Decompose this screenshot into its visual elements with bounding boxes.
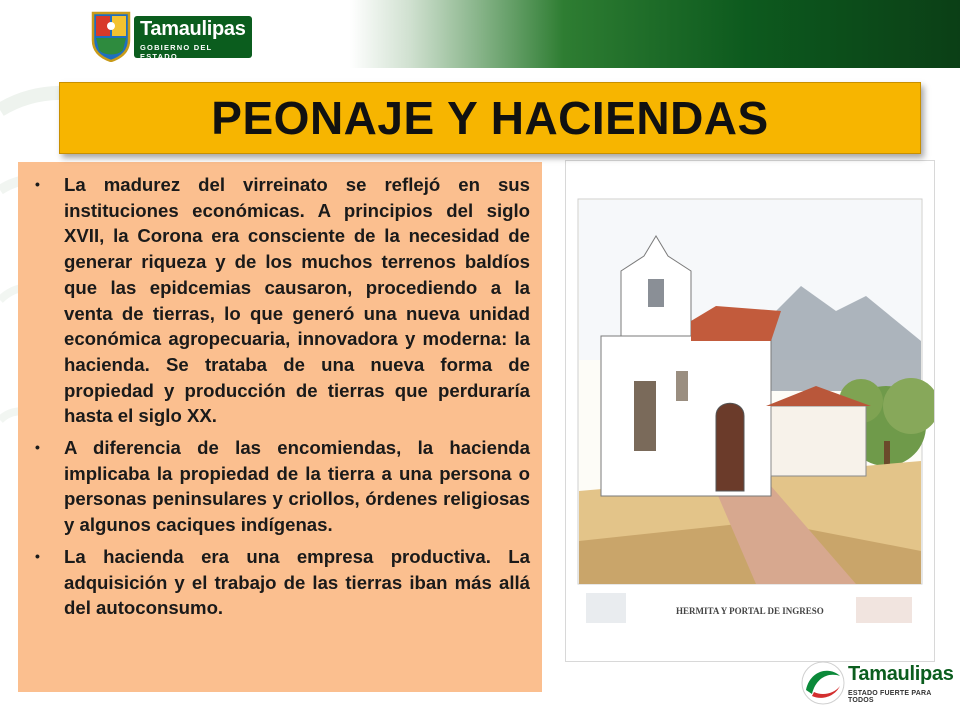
bullet-text: La madurez del virreinato se reflejó en sus instituciones económicas. A principios del siglo XVII, la Corona era consciente de la necesidad de generar riqueza y de los muchos terrenos baldíos que las epidcemias causaron, procediendo a la venta de tierras, lo que generó una nueva unidad económica agropecuaria, innovadora y moderna: la hacienda. Se trataba de una nueva forma de propiedad y producción de tierras que perduraría hasta el siglo XX. xyxy=(64,174,530,427)
hacienda-chapel-drawing xyxy=(566,161,934,661)
heritage-logo xyxy=(856,597,912,623)
hacienda-illustration xyxy=(565,160,935,662)
brand-badge xyxy=(134,16,252,61)
tamaulipas-government-logo xyxy=(90,10,260,62)
footer-brand-name: Tamaulipas xyxy=(848,663,954,685)
bullet-marker: • xyxy=(35,439,40,456)
tamaulipas-emblem-icon xyxy=(800,660,846,706)
institute-logo xyxy=(586,593,626,623)
content-text-panel xyxy=(18,162,542,692)
bullet-marker: • xyxy=(35,547,40,564)
bullet-text: La hacienda era una empresa productiva. La adquisición y el trabajo de las tierras iban más allá del autoconsumo. xyxy=(64,545,530,619)
slide-title-box xyxy=(59,82,921,154)
state-coat-of-arms-icon xyxy=(90,10,132,62)
bullet-item xyxy=(26,435,530,538)
tamaulipas-footer-logo xyxy=(800,660,952,710)
bullet-text: A diferencia de las encomiendas, la hacienda implicaba la propiedad de la tierra a una persona o personas peninsulares y criollos, órdenes religiosas y algunos caciques indígenas. xyxy=(64,437,530,536)
bullet-item xyxy=(26,172,530,429)
brand-subtitle: GOBIERNO DEL ESTADO xyxy=(140,43,213,61)
brand-name: Tamaulipas xyxy=(140,18,246,40)
bullet-list xyxy=(18,162,542,621)
slide-title: PEONAJE Y HACIENDAS xyxy=(211,92,769,144)
header-gradient-band xyxy=(350,0,960,68)
bullet-marker: • xyxy=(35,176,40,192)
bullet-item xyxy=(26,544,530,621)
footer-slogan: ESTADO FUERTE PARA TODOS xyxy=(848,690,932,704)
illustration-caption: HERMITA Y PORTAL DE INGRESO xyxy=(676,606,824,616)
